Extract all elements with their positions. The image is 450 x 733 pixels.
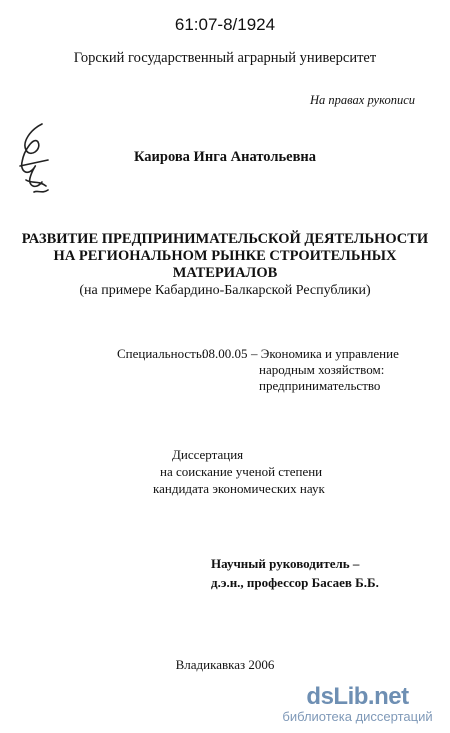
document-code: 61:07-8/1924 xyxy=(174,15,276,34)
specialty-line: – Экономика и управление xyxy=(251,346,399,361)
watermark[interactable] xyxy=(270,683,445,724)
title-line: РАЗВИТИЕ ПРЕДПРИНИМАТЕЛЬСКОЙ ДЕЯТЕЛЬНОСТИ xyxy=(21,231,429,247)
specialty-line: народным хозяйством: xyxy=(259,362,385,377)
title-line: МАТЕРИАЛОВ xyxy=(172,265,278,281)
watermark-subtitle: библиотека диссертаций xyxy=(282,709,433,724)
author-name: Каирова Инга Анатольевна xyxy=(133,149,317,165)
title-subtitle: (на примере Кабардино-Балкарской Республики) xyxy=(79,283,371,298)
city-year: Владикавказ 2006 xyxy=(175,657,275,672)
supervisor-line: д.э.н., профессор Басаев Б.Б. xyxy=(211,575,379,590)
specialty-line: предпринимательство xyxy=(259,378,381,393)
title-line: НА РЕГИОНАЛЬНОМ РЫНКЕ СТРОИТЕЛЬНЫХ xyxy=(53,248,397,264)
specialty-label: Специальность: xyxy=(117,346,206,361)
dissertation-line: кандидата экономических наук xyxy=(153,481,325,496)
watermark-logo[interactable]: dsLib.net xyxy=(306,683,409,710)
supervisor-line: Научный руководитель – xyxy=(211,556,360,571)
dissertation-line: Диссертация xyxy=(172,447,244,462)
dissertation-line: на соискание ученой степени xyxy=(160,464,323,479)
specialty-code: 08.00.05 xyxy=(202,346,248,361)
university-name: Горский государственный аграрный университет xyxy=(73,50,377,66)
rights-note: На правах рукописи xyxy=(310,93,415,107)
